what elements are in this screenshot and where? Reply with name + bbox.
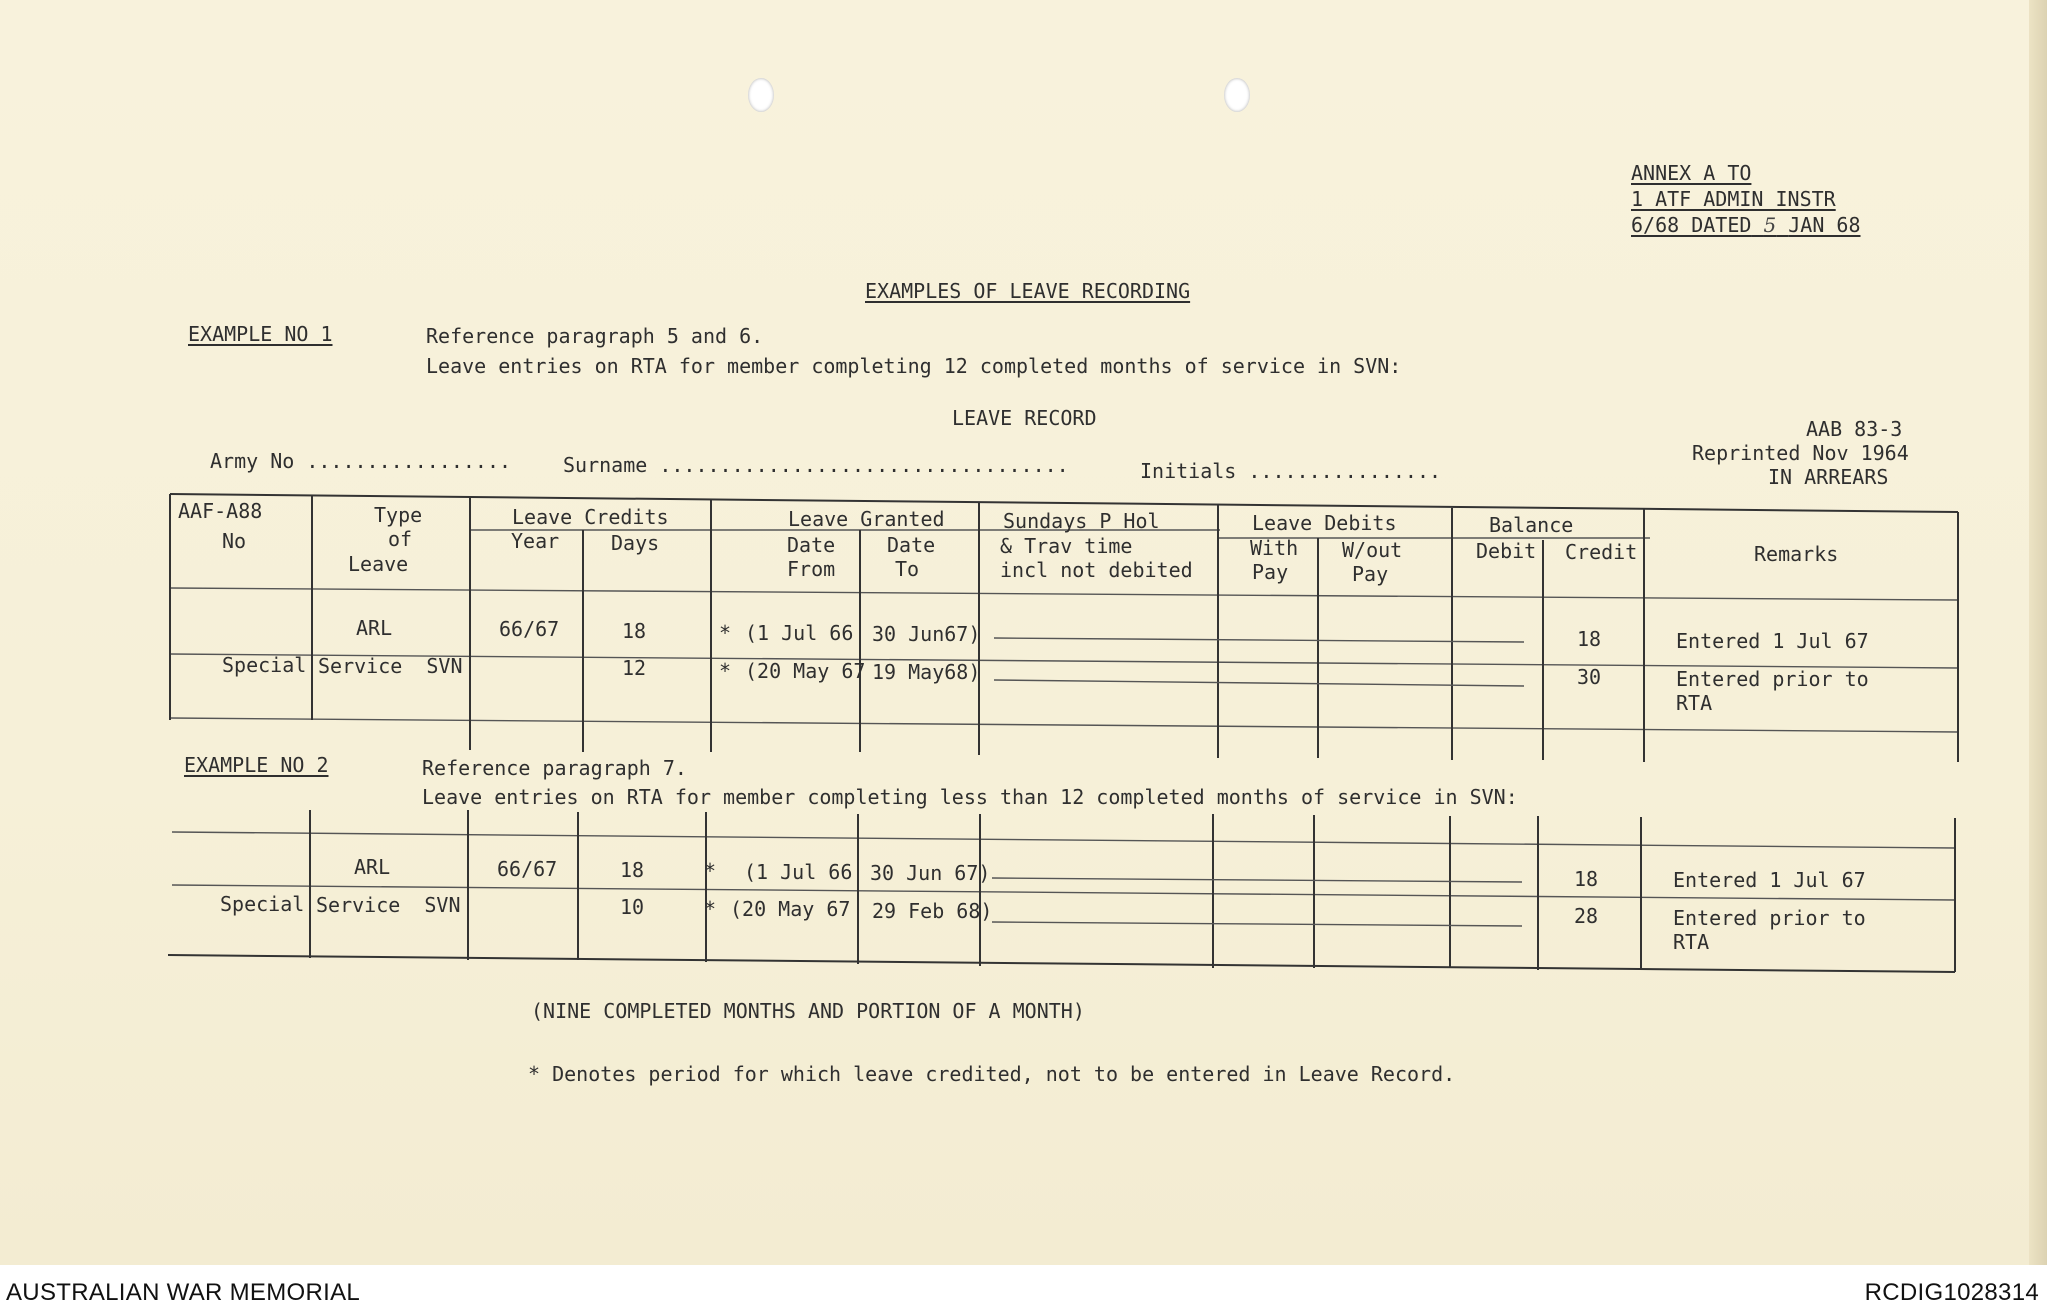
t1-row2-star: * (719, 659, 732, 683)
t2-row2-remarks-1: Entered prior to (1673, 906, 1866, 930)
t1-row1-from: (1 Jul 66 (745, 621, 854, 645)
hdr-type-1: Type (374, 503, 423, 527)
hdr-leave-granted: Leave Granted (788, 507, 945, 531)
t1-row2-to: 19 May68) (872, 660, 981, 684)
t2-row2-credit: 28 (1574, 904, 1599, 928)
hdr-days: Days (611, 531, 660, 555)
t2-row1-from: (1 Jul 66 (744, 860, 853, 884)
hdr-date-to-1: Date (887, 533, 936, 557)
example1-label: EXAMPLE NO 1 (188, 322, 333, 346)
hdr-date-from-2: From (787, 557, 836, 581)
note-nine-months: (NINE COMPLETED MONTHS AND PORTION OF A MONTH) (531, 999, 1085, 1023)
hdr-without-1: W/out (1342, 538, 1403, 562)
document-title: EXAMPLES OF LEAVE RECORDING (865, 279, 1191, 303)
army-no-field: Army No ................. (210, 449, 512, 473)
t2-row1-remarks: Entered 1 Jul 67 (1673, 868, 1866, 892)
hdr-with-2: Pay (1252, 560, 1289, 584)
t1-row1-year: 66/67 (499, 617, 560, 641)
hdr-type-2: of (388, 527, 413, 551)
hdr-leave-debits: Leave Debits (1252, 511, 1397, 535)
t2-row1-days: 18 (620, 858, 645, 882)
hdr-with-1: With (1250, 536, 1299, 560)
example2-description: Leave entries on RTA for member completing less than 12 completed months of service in SVN: (422, 785, 1518, 809)
initials-field: Initials ................ (1140, 459, 1442, 483)
annex-line-1: ANNEX A TO (1631, 161, 1752, 185)
form-code: AAB 83-3 (1806, 417, 1903, 441)
t1-row2-remarks-2: RTA (1676, 691, 1713, 715)
t1-row1-remarks: Entered 1 Jul 67 (1676, 629, 1869, 653)
hdr-without-2: Pay (1352, 562, 1389, 586)
t1-row2-type: Service SVN (318, 654, 463, 678)
hdr-date-from-1: Date (787, 533, 836, 557)
t1-row1-credit: 18 (1577, 627, 1602, 651)
hdr-sundays-1: Sundays P Hol (1003, 509, 1160, 533)
t2-row2-star: * (704, 897, 717, 921)
note-asterisk: * Denotes period for which leave credited, not to be entered in Leave Record. (528, 1062, 1456, 1086)
hdr-credit: Credit (1565, 540, 1638, 564)
hdr-aaf: AAF-A88 (178, 499, 263, 523)
t2-row1-year: 66/67 (497, 857, 558, 881)
example2-reference: Reference paragraph 7. (422, 756, 687, 780)
hdr-year: Year (511, 529, 560, 553)
t2-row2-from: (20 May 67 (730, 897, 851, 921)
t2-row2-type-a: Special (220, 892, 305, 916)
example1-reference: Reference paragraph 5 and 6. (426, 324, 764, 348)
annex-day-handwritten: 5 (1763, 213, 1777, 237)
example2-label: EXAMPLE NO 2 (184, 753, 329, 777)
t2-row1-to: 30 Jun 67) (870, 861, 991, 885)
t2-row2-type: Service SVN (316, 893, 461, 917)
surname-field: Surname .................................. (563, 453, 1069, 477)
t1-row2-credit: 30 (1577, 665, 1602, 689)
form-arrears: IN ARREARS (1768, 465, 1889, 489)
t1-row2-from: (20 May 67 (745, 659, 866, 683)
t1-row1-star: * (719, 621, 732, 645)
archive-credit-right: RCDIG1028314 (1864, 1279, 2039, 1306)
hdr-no: No (222, 529, 247, 553)
t2-row2-days: 10 (620, 895, 645, 919)
hdr-date-to-2: To (895, 557, 920, 581)
hdr-type-3: Leave (348, 552, 409, 576)
t2-row1-star: * (704, 859, 717, 883)
hdr-debit: Debit (1476, 539, 1537, 563)
t1-row1-type: ARL (356, 616, 393, 640)
t1-row1-days: 18 (622, 619, 647, 643)
t1-row1-to: 30 Jun67) (872, 622, 981, 646)
annex-line-2: 1 ATF ADMIN INSTR (1631, 187, 1836, 211)
archive-credit-left: AUSTRALIAN WAR MEMORIAL (6, 1279, 361, 1306)
t1-row2-remarks-1: Entered prior to (1676, 667, 1869, 691)
hdr-leave-credits: Leave Credits (512, 505, 669, 529)
hdr-balance: Balance (1489, 513, 1574, 537)
t1-row2-days: 12 (622, 656, 647, 680)
t2-row2-remarks-2: RTA (1673, 930, 1710, 954)
hdr-sundays-3: incl not debited (1000, 558, 1193, 582)
hdr-remarks: Remarks (1754, 542, 1839, 566)
t2-row1-credit: 18 (1574, 867, 1599, 891)
form-reprinted: Reprinted Nov 1964 (1692, 441, 1909, 465)
t2-row1-type: ARL (354, 855, 391, 879)
t2-row2-to: 29 Feb 68) (872, 899, 993, 923)
annex-month: JAN 68 (1788, 213, 1861, 237)
t1-row2-type-a: Special (222, 653, 307, 677)
leave-record-title: LEAVE RECORD (952, 406, 1097, 430)
example1-description: Leave entries on RTA for member completing 12 completed months of service in SVN: (426, 354, 1402, 378)
hdr-sundays-2: & Trav time (1000, 534, 1133, 558)
annex-dated: 6/68 DATED (1631, 213, 1752, 237)
